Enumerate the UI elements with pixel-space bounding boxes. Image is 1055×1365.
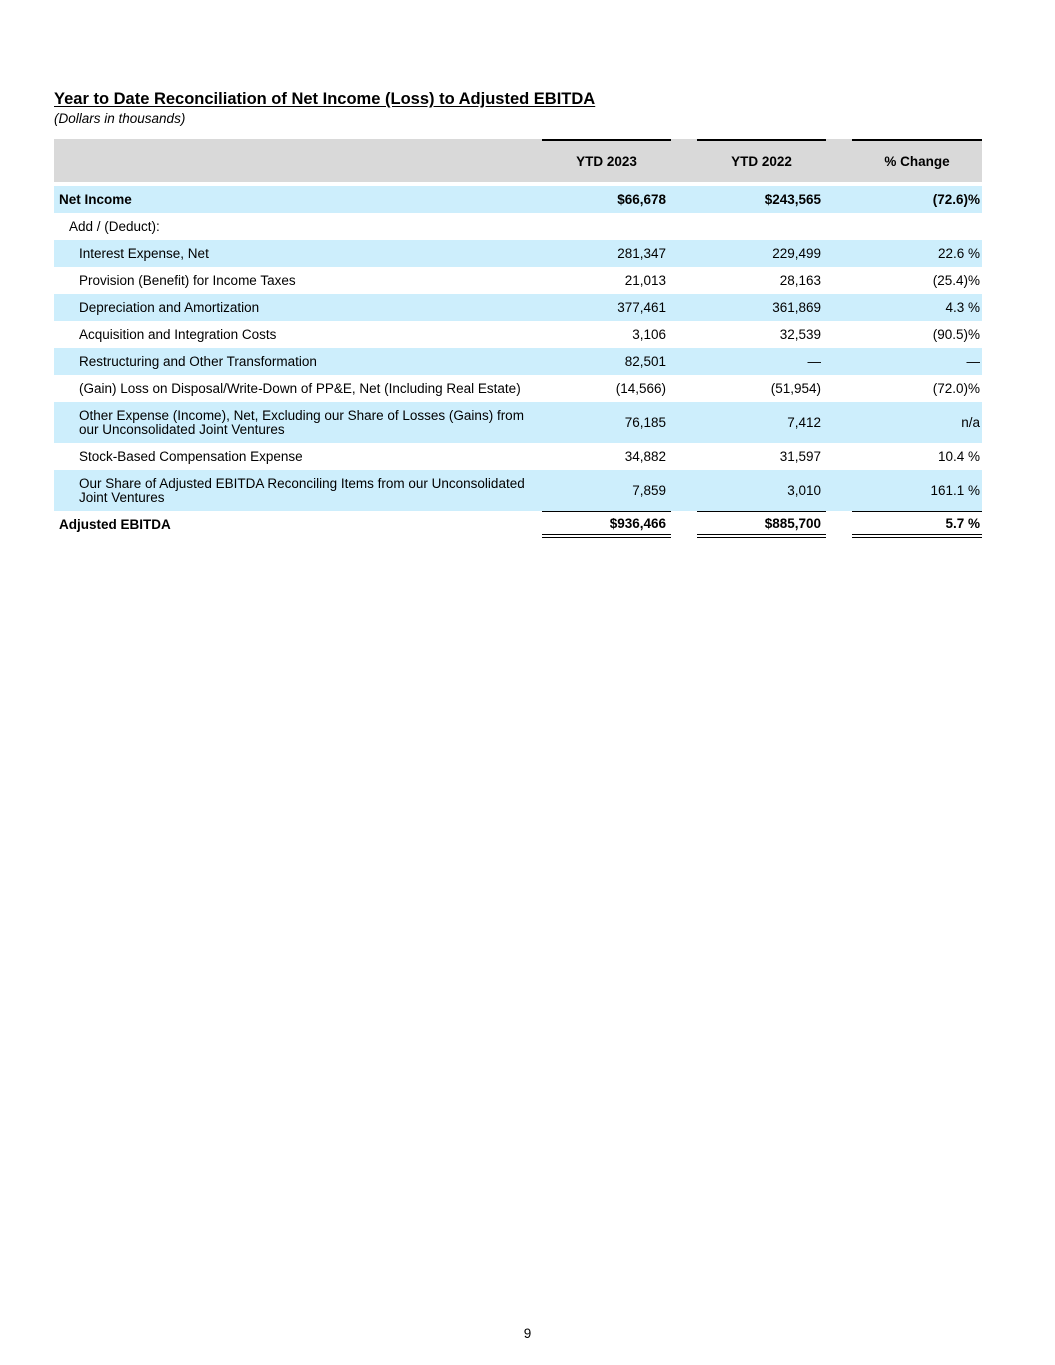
row-ytd-2023: 377,461 (617, 300, 666, 315)
row-pct-change: (72.0)% (932, 381, 980, 396)
row-pct-change: (90.5)% (932, 327, 980, 342)
table-row-add-deduct (54, 213, 982, 240)
report-title: Year to Date Reconciliation of Net Income (Loss) to Adjusted EBITDA (54, 90, 596, 108)
row-label: Our Share of Adjusted EBITDA Reconciling Items from our Unconsolidated Joint Ventures (79, 475, 525, 505)
page-number: 9 (523, 1326, 532, 1341)
table-row-adjusted-ebitda (54, 511, 982, 538)
row-label: Add / (Deduct): (69, 218, 160, 234)
row-pct-change: 10.4 % (937, 449, 980, 464)
table-header (54, 139, 982, 182)
row-label: Restructuring and Other Transformation (79, 353, 317, 369)
row-label: Stock-Based Compensation Expense (79, 448, 303, 464)
row-label: Net Income (59, 191, 132, 207)
table-row-gain-loss-disposal (54, 375, 982, 402)
table-row-jv-share (54, 470, 982, 511)
row-ytd-2022 (697, 213, 826, 240)
row-ytd-2022: 7,412 (787, 415, 821, 430)
table-row-acquisition (54, 321, 982, 348)
row-ytd-2023: 21,013 (624, 273, 666, 288)
row-ytd-2023: 76,185 (624, 415, 666, 430)
row-ytd-2022: 3,010 (787, 483, 821, 498)
row-label: Provision (Benefit) for Income Taxes (79, 272, 296, 288)
row-ytd-2022: $243,565 (764, 192, 821, 207)
row-ytd-2022: (51,954) (770, 381, 821, 396)
row-label: Acquisition and Integration Costs (79, 326, 277, 342)
row-ytd-2023: 7,859 (632, 483, 666, 498)
row-pct-change (852, 213, 982, 240)
row-ytd-2022: 28,163 (779, 273, 821, 288)
row-ytd-2023: $66,678 (617, 192, 666, 207)
row-pct-change: — (966, 354, 980, 369)
row-ytd-2022: 31,597 (779, 449, 821, 464)
row-pct-change: 5.7 % (852, 511, 982, 538)
row-label: Interest Expense, Net (79, 245, 209, 261)
row-label: (Gain) Loss on Disposal/Write-Down of PP&E, Net (Including Real Estate) (79, 380, 521, 396)
table-row-other-expense (54, 402, 982, 443)
table-row-depreciation (54, 294, 982, 321)
row-ytd-2023: (14,566) (615, 381, 666, 396)
row-pct-change: (72.6)% (932, 192, 980, 207)
row-ytd-2022: $885,700 (697, 511, 826, 538)
table-row-stock-compensation (54, 443, 982, 470)
table-row-restructuring (54, 348, 982, 375)
row-label: Adjusted EBITDA (59, 516, 171, 532)
row-ytd-2022: 229,499 (772, 246, 821, 261)
row-ytd-2022: 361,869 (772, 300, 821, 315)
row-pct-change: 4.3 % (945, 300, 980, 315)
row-ytd-2023 (542, 213, 671, 240)
row-pct-change: 22.6 % (937, 246, 980, 261)
row-ytd-2023: 281,347 (617, 246, 666, 261)
row-ytd-2023: 3,106 (632, 327, 666, 342)
table-row-net-income (54, 186, 982, 213)
table-row-interest-expense (54, 240, 982, 267)
row-ytd-2022: 32,539 (779, 327, 821, 342)
header-pct-change: % Change (852, 139, 982, 182)
row-label: Depreciation and Amortization (79, 299, 260, 315)
row-ytd-2023: $936,466 (542, 511, 671, 538)
header-ytd-2023: YTD 2023 (542, 139, 671, 182)
row-pct-change: 161.1 % (930, 483, 980, 498)
row-label: Other Expense (Income), Net, Excluding our Share of Losses (Gains) from our Unconsolidated Joint Ventures (79, 407, 524, 437)
row-ytd-2023: 82,501 (624, 354, 666, 369)
row-pct-change: n/a (961, 415, 980, 430)
header-label (59, 139, 542, 182)
row-ytd-2023: 34,882 (624, 449, 666, 464)
table-row-income-taxes (54, 267, 982, 294)
row-ytd-2022: — (807, 354, 821, 369)
row-pct-change: (25.4)% (932, 273, 980, 288)
report-subtitle: (Dollars in thousands) (54, 111, 186, 126)
header-ytd-2022: YTD 2022 (697, 139, 826, 182)
reconciliation-table (54, 139, 982, 538)
